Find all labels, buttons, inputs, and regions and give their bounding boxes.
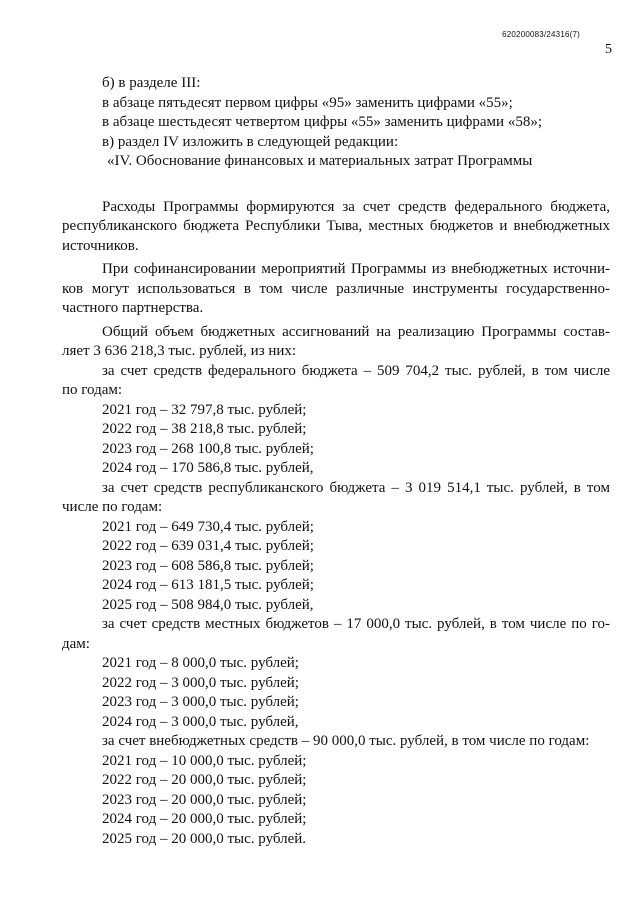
local-year-item: 2023 год – 3 000,0 тыс. рублей; (102, 694, 299, 710)
amendment-item-v: в) раздел IV изложить в следующей редакции: (102, 133, 399, 150)
republic-year-item: 2022 год – 639 031,4 тыс. рублей; (102, 538, 314, 554)
republic-year-item: 2021 год – 649 730,4 тыс. рублей; (102, 518, 314, 535)
republic-budget-line-1: за счет средств республиканского бюджета – 3 019 514,1 тыс. рублей, в том (102, 479, 610, 496)
paragraph-1-line-3: источников. (62, 237, 139, 254)
local-budget-line-2: дам: (62, 635, 90, 652)
paragraph-2-line-2: ков могут использоваться в том числе различные инструменты государственно- (62, 280, 610, 297)
amendment-item-b-2: в абзаце шестьдесят четвертом цифры «55» заменить цифрами «58»; (102, 114, 542, 130)
republic-year-item: 2023 год – 608 586,8 тыс. рублей; (102, 557, 314, 574)
amendment-item-b: б) в разделе III: (102, 75, 201, 91)
republic-budget-line-2: числе по годам: (62, 499, 163, 515)
amendment-item-b-1: в абзаце пятьдесят первом цифры «95» заменить цифрами «55»; (102, 94, 513, 111)
extrabudgetary-year-item: 2024 год – 20 000,0 тыс. рублей; (102, 811, 307, 827)
republic-year-item: 2024 год – 613 181,5 тыс. рублей; (102, 577, 314, 593)
paragraph-3-line-1: Общий объем бюджетных ассигнований на реализацию Программы состав- (102, 323, 610, 340)
extrabudgetary-year-item: 2022 год – 20 000,0 тыс. рублей; (102, 772, 307, 788)
local-budget-line-1: за счет средств местных бюджетов – 17 000,0 тыс. рублей, в том числе по го- (102, 616, 610, 632)
paragraph-2-line-1: При софинансировании мероприятий Программы из внебюджетных источни- (102, 261, 610, 277)
federal-year-item: 2024 год – 170 586,8 тыс. рублей, (102, 460, 314, 476)
federal-budget-line-1: за счет средств федерального бюджета – 509 704,2 тыс. рублей, в том числе (102, 362, 610, 379)
paragraph-3-line-2: ляет 3 636 218,3 тыс. рублей, из них: (62, 343, 297, 359)
paragraph-1-line-2: республиканского бюджета Республики Тыва, местных бюджетов и внебюджетных (62, 218, 610, 234)
paragraph-1-line-1: Расходы Программы формируются за счет средств федерального бюджета, (102, 198, 610, 215)
federal-year-item: 2022 год – 38 218,8 тыс. рублей; (102, 421, 307, 437)
document-body (62, 74, 610, 849)
local-year-item: 2021 год – 8 000,0 тыс. рублей; (102, 655, 299, 671)
republic-year-item: 2025 год – 508 984,0 тыс. рублей, (102, 596, 314, 613)
federal-year-item: 2021 год – 32 797,8 тыс. рублей; (102, 401, 307, 418)
extrabudgetary-year-item: 2023 год – 20 000,0 тыс. рублей; (102, 791, 307, 808)
federal-budget-line-2: по годам: (62, 382, 123, 398)
federal-year-item: 2023 год – 268 100,8 тыс. рублей; (102, 440, 314, 457)
local-year-item: 2022 год – 3 000,0 тыс. рублей; (102, 674, 299, 691)
page-number: 5 (605, 42, 612, 57)
document-code: 620200083/24316(7) (502, 30, 580, 39)
section-title: «IV. Обоснование финансовых и материальных затрат Программы (107, 153, 533, 169)
extrabudgetary-line-1: за счет внебюджетных средств – 90 000,0 тыс. рублей, в том числе по годам: (102, 733, 590, 749)
local-year-item: 2024 год – 3 000,0 тыс. рублей, (102, 713, 299, 730)
extrabudgetary-year-item: 2025 год – 20 000,0 тыс. рублей. (102, 830, 307, 847)
spacer (62, 172, 610, 198)
extrabudgetary-year-item: 2021 год – 10 000,0 тыс. рублей; (102, 752, 307, 769)
paragraph-2-line-3: частного партнерства. (62, 300, 204, 316)
